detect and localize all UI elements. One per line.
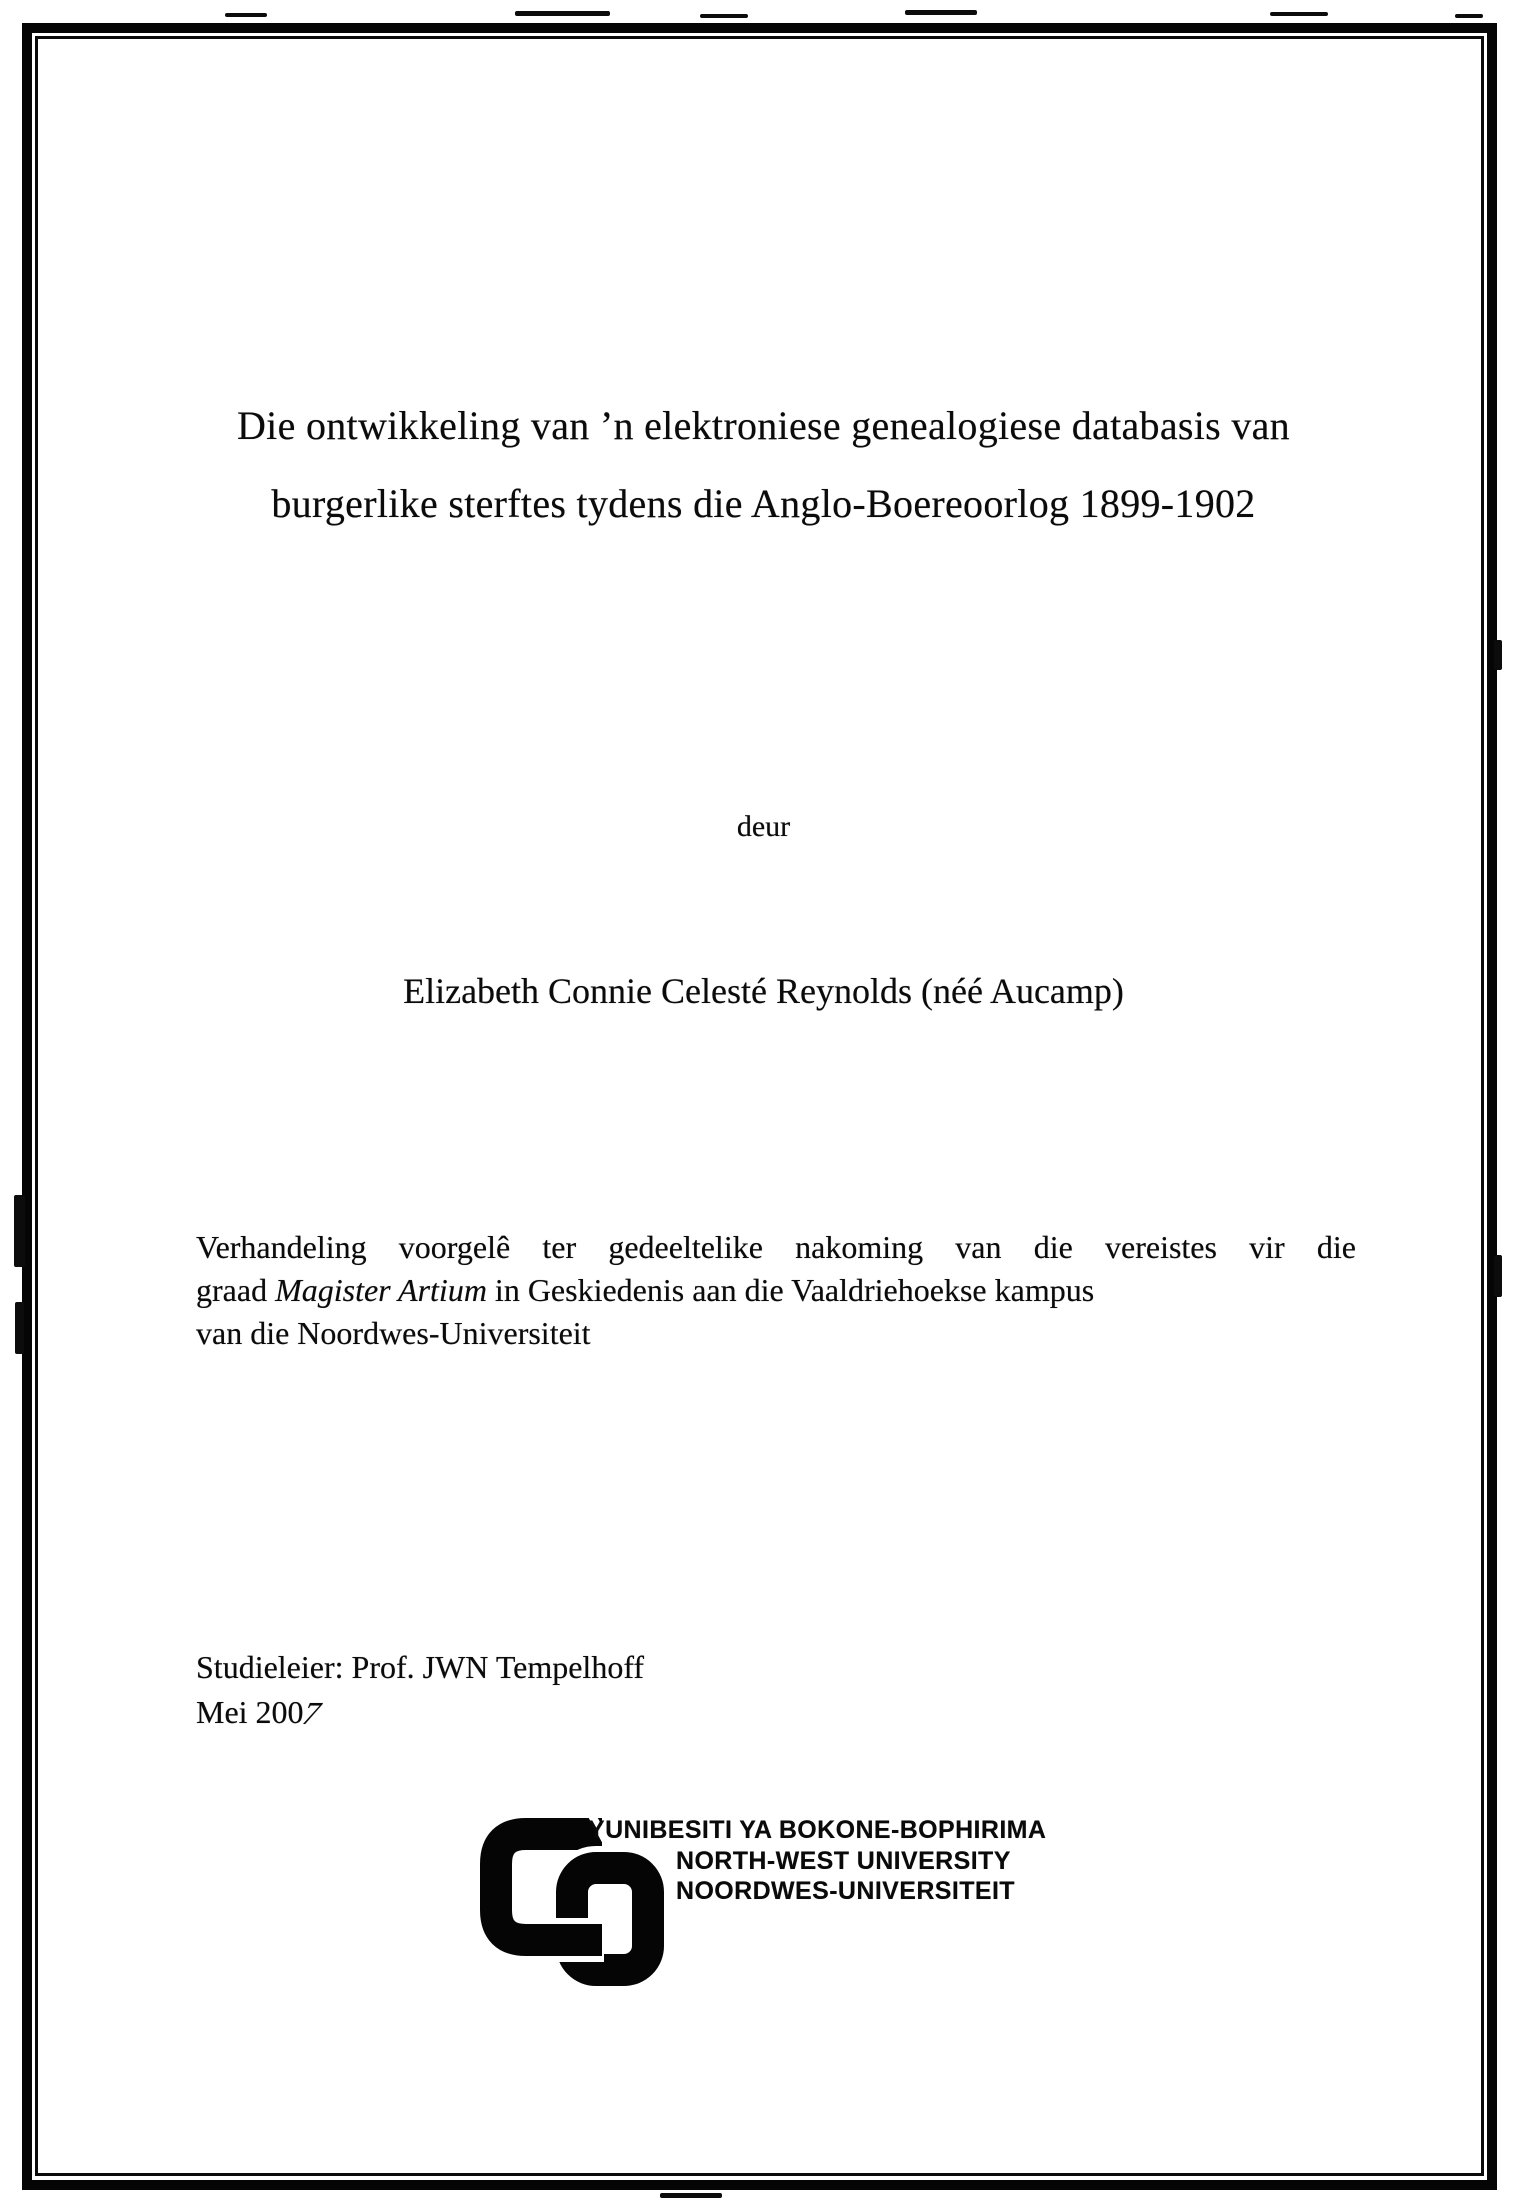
- byline-deur: deur: [736, 810, 791, 843]
- nwu-logo: [470, 1808, 1330, 1993]
- date-digit: 7: [296, 1695, 327, 1731]
- date-prefix: Mei 200: [196, 1694, 304, 1730]
- thesis-title-line1: Die ontwikkeling van ’n elektroniese genealogiese databasis van: [236, 403, 1290, 448]
- scan-artifact: [14, 1195, 25, 1267]
- scan-artifact: [1494, 1255, 1502, 1297]
- nwu-logo-line2: NORTH-WEST UNIVERSITY: [676, 1847, 1011, 1875]
- scan-artifact: [700, 14, 748, 18]
- supervisor-block: [196, 1645, 1096, 1735]
- scan-artifact: [1494, 640, 1502, 670]
- scan-artifact: [1270, 12, 1328, 16]
- nwu-logo-line1: YUNIBESITI YA BOKONE-BOPHIRIMA: [588, 1816, 1047, 1844]
- declaration-line2-prefix: graad: [196, 1272, 276, 1308]
- declaration-line2-suffix: in Geskiedenis aan die Vaaldriehoekse kampus: [486, 1272, 1095, 1308]
- scan-artifact: [905, 10, 977, 15]
- declaration-line3: van die Noordwes-Universiteit: [196, 1315, 591, 1351]
- date-line: [196, 1690, 1096, 1735]
- supervisor-line: Studieleier: Prof. JWN Tempelhoff: [196, 1649, 645, 1685]
- scan-artifact: [515, 11, 610, 16]
- declaration-degree-name: Magister Artium: [275, 1272, 487, 1308]
- declaration-paragraph: [196, 1226, 1356, 1355]
- scan-artifact: [660, 2193, 722, 2198]
- nwu-logo-line3: NOORDWES-UNIVERSITEIT: [676, 1877, 1015, 1905]
- scan-artifact: [225, 13, 267, 17]
- declaration-line2: [196, 1269, 1356, 1312]
- thesis-title-line2: burgerlike sterftes tydens die Anglo-Boereoorlog 1899-1902: [271, 481, 1256, 526]
- declaration-line1: Verhandeling voorgelê ter gedeeltelike nakoming van die vereistes vir die: [196, 1229, 1356, 1265]
- author-name: Elizabeth Connie Celesté Reynolds (néé Aucamp): [403, 971, 1124, 1011]
- scan-artifact: [1455, 14, 1483, 18]
- scan-artifact: [15, 1302, 24, 1354]
